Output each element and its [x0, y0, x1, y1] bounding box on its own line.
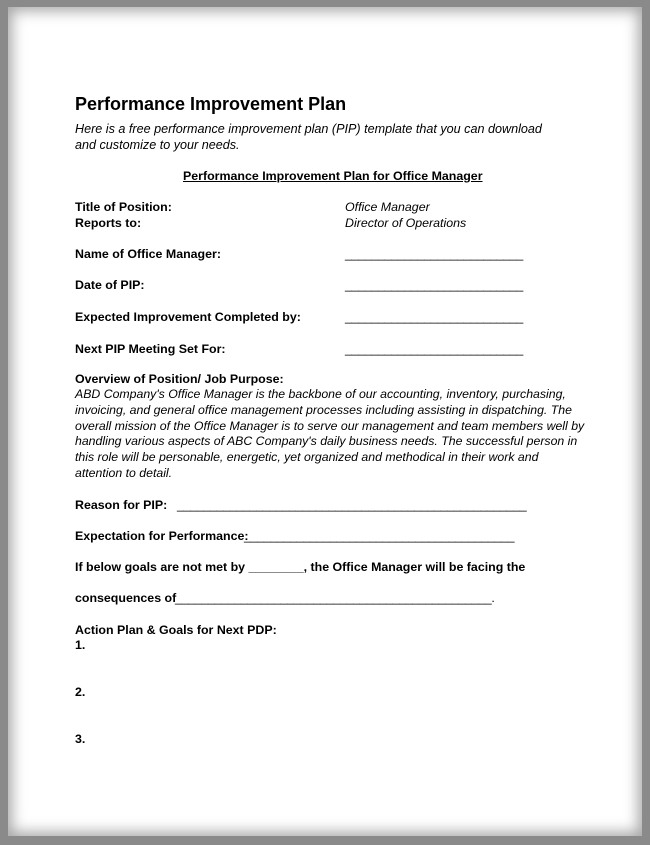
- field-blank-date-of-pip: ___________________________: [345, 278, 523, 292]
- expectation-blank: _________________________________________: [244, 529, 515, 543]
- field-label-title-of-position: Title of Position:: [75, 200, 172, 214]
- consequences-label: consequences of: [75, 591, 177, 605]
- field-value-reports-to: Director of Operations: [345, 216, 467, 230]
- overview-body: ABD Company's Office Manager is the backbone of our accounting, inventory, purchasing, invoicing, and general office management processes including assisting in dispatching. The overall mission of the Office Manager is to serve our management and team members well by handling various aspects of ABC Company's daily business needs. The successful person in this role will be personable, energetic, yet organized and methodical in their work and attention to detail.: [75, 387, 585, 480]
- field-blank-next-pip-meeting: ___________________________: [345, 342, 523, 356]
- field-label-date-of-pip: Date of PIP:: [75, 278, 145, 292]
- consequences-blank: ________________________________________________.: [175, 591, 495, 605]
- action-item-3: 3.: [75, 732, 86, 746]
- goals-line: If below goals are not met by ________, the Office Manager will be facing the: [75, 560, 526, 574]
- intro-text: Here is a free performance improvement plan (PIP) template that you can download and customize to your needs.: [75, 122, 542, 152]
- field-value-title-of-position: Office Manager: [345, 200, 430, 214]
- overview-heading: Overview of Position/ Job Purpose:: [75, 372, 284, 386]
- action-item-1: 1.: [75, 638, 86, 652]
- field-label-reports-to: Reports to:: [75, 216, 142, 230]
- reason-label: Reason for PIP:: [75, 498, 168, 512]
- field-blank-expected-improvement: ___________________________: [345, 310, 523, 324]
- field-label-next-pip-meeting: Next PIP Meeting Set For:: [75, 342, 226, 356]
- action-item-2: 2.: [75, 685, 86, 699]
- field-label-name-of-office-manager: Name of Office Manager:: [75, 247, 221, 261]
- field-label-expected-improvement: Expected Improvement Completed by:: [75, 310, 301, 324]
- field-blank-name-of-office-manager: ___________________________: [345, 247, 523, 261]
- action-plan-heading: Action Plan & Goals for Next PDP:: [75, 623, 277, 637]
- document-subtitle: Performance Improvement Plan for Office Manager: [183, 169, 483, 183]
- document-title: Performance Improvement Plan: [75, 94, 347, 114]
- reason-blank: _____________________________________________________: [177, 498, 527, 512]
- expectation-label: Expectation for Performance:: [75, 529, 249, 543]
